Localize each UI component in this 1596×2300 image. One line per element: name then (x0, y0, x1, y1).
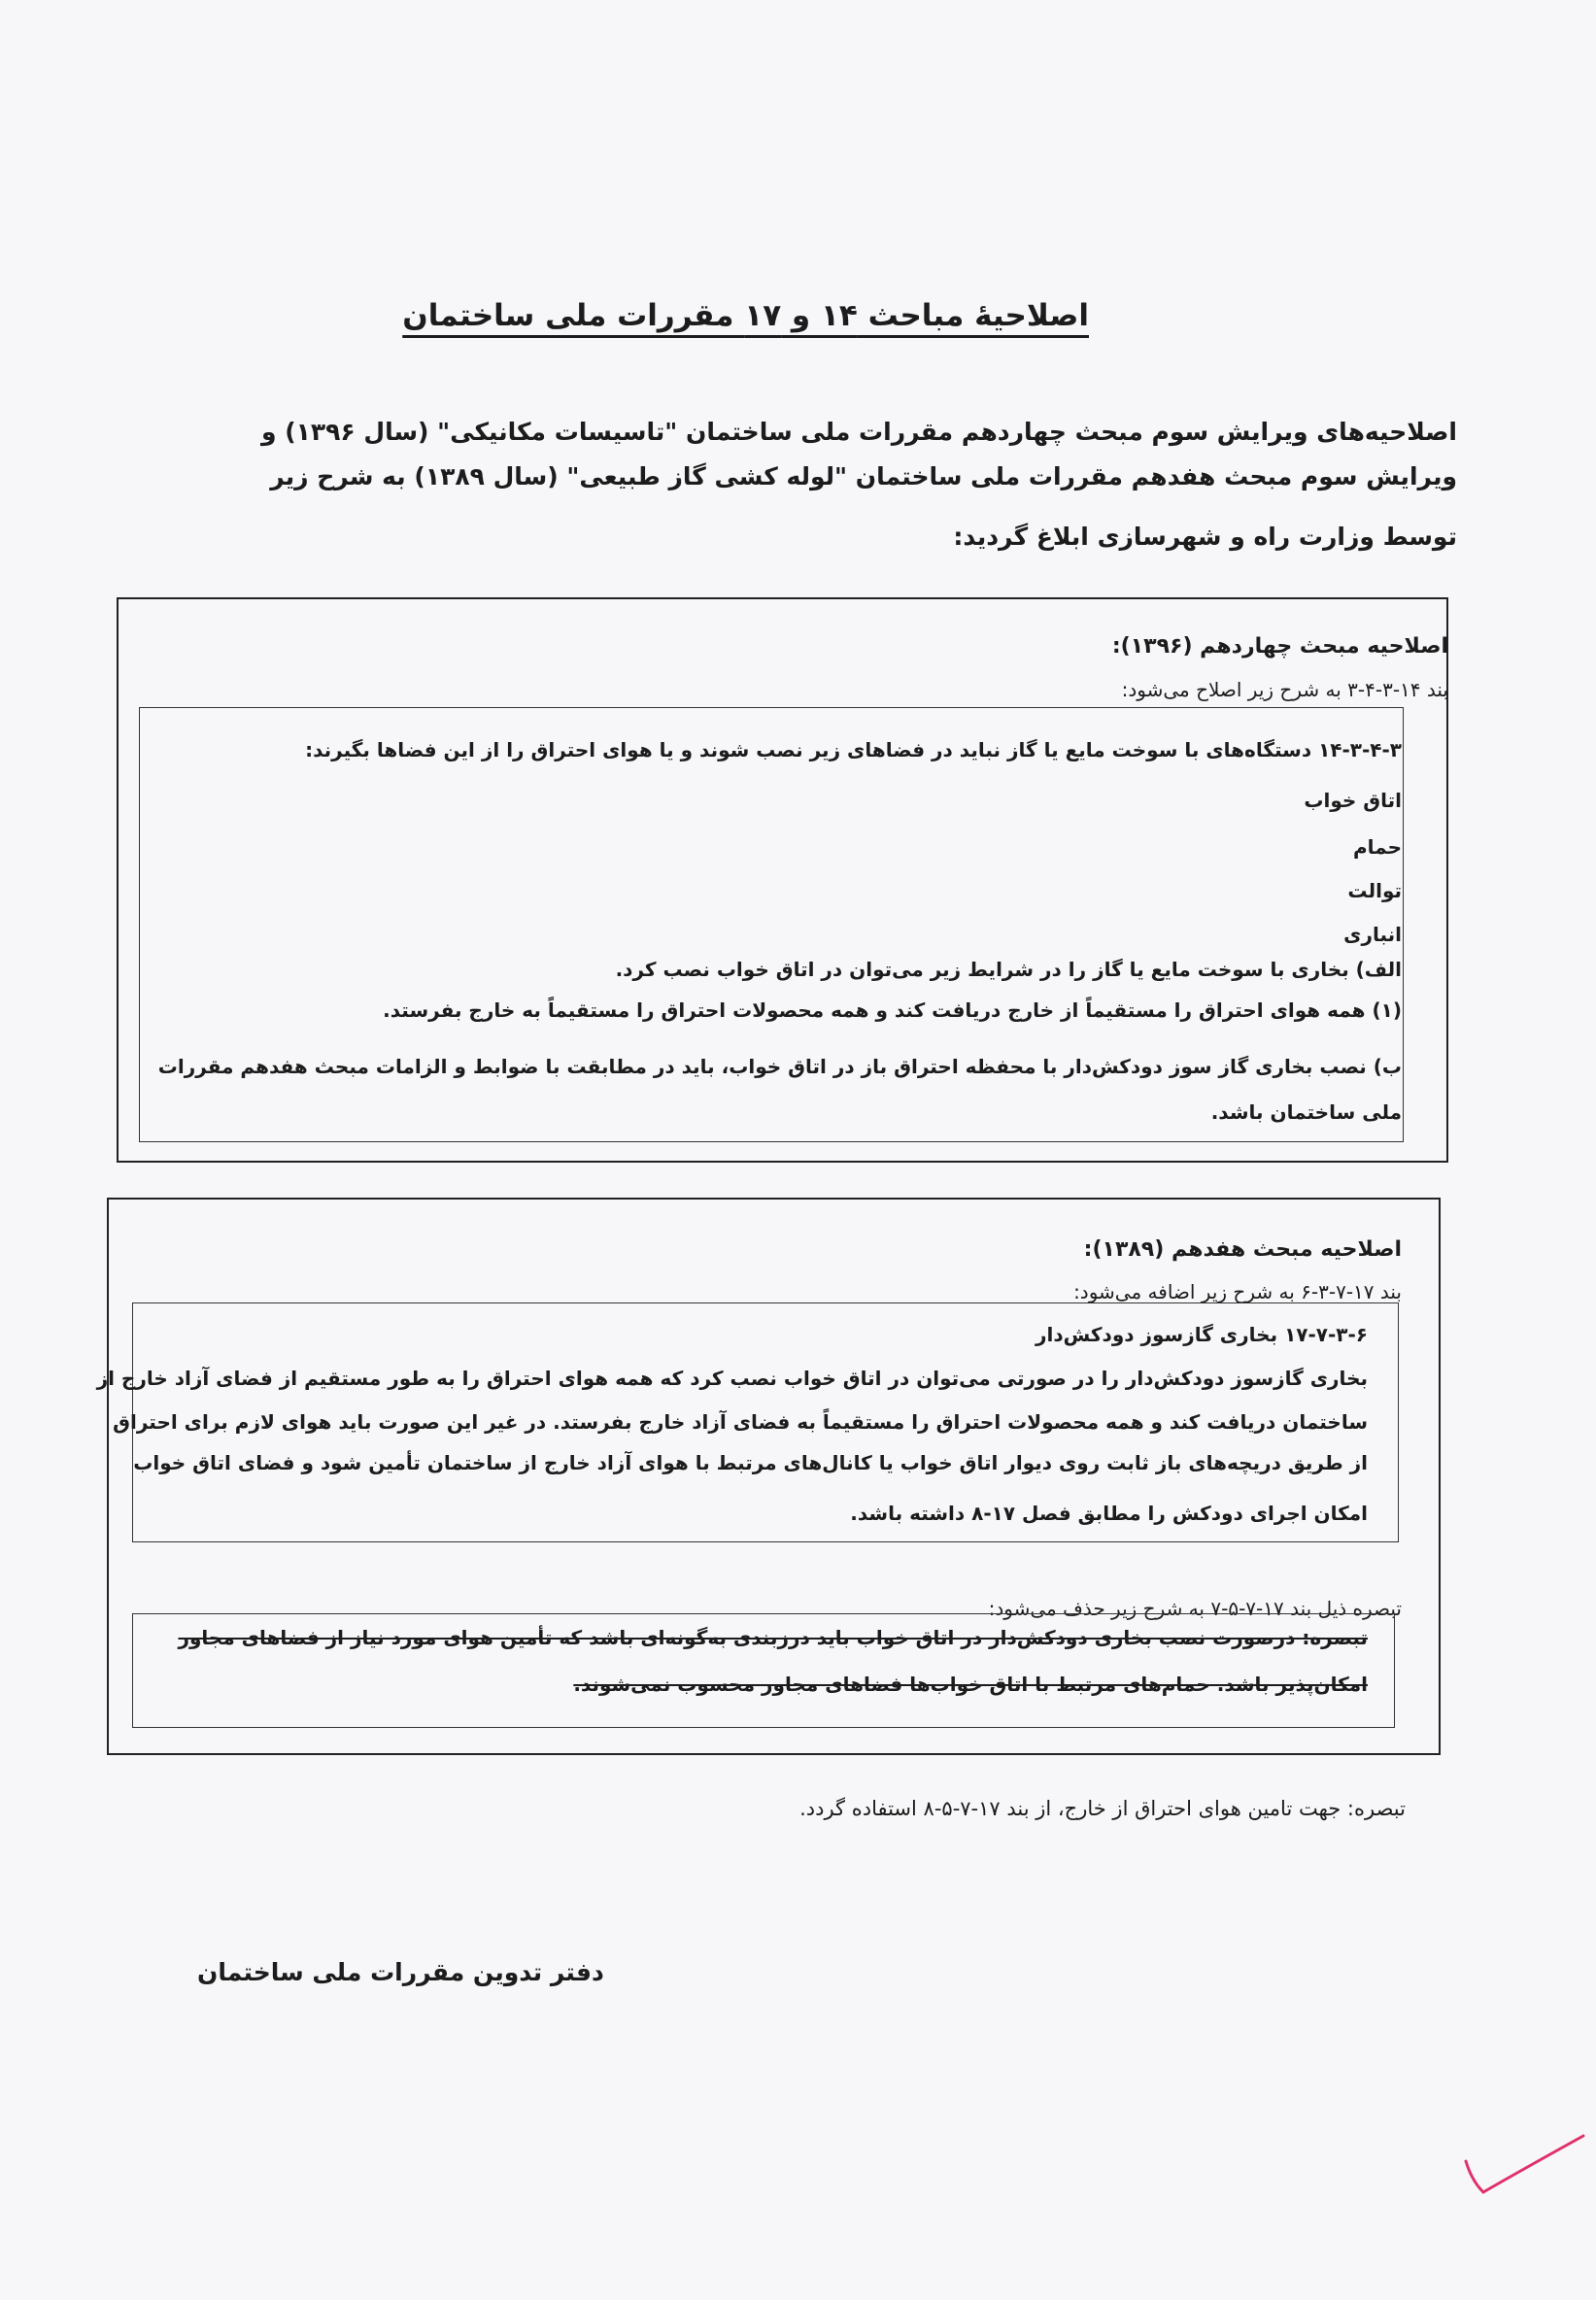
clause-title: ۱۷-۷-۳-۶ بخاری گازسوز دودکش‌دار (1036, 1323, 1368, 1346)
list-item: توالت (1347, 879, 1402, 902)
intro-line-3: توسط وزارت راه و شهرسازی ابلاغ گردید: (953, 523, 1457, 551)
clause-line: ساختمان دریافت کند و همه محصولات احتراق را مستقیماً به فضای آزاد خارج بفرستد. در غیر این صورت باید هوای لازم برای احتراق (113, 1410, 1368, 1434)
clause-line: امکان اجرای دودکش را مطابق فصل ۱۷-۸ داشته باشد. (850, 1502, 1368, 1525)
document-title: اصلاحیهٔ مباحث ۱۴ و ۱۷ مقررات ملی ساختمان (402, 298, 1089, 333)
clause-line: بخاری گازسوز دودکش‌دار را در صورتی می‌توان در اتاق خواب نصب کرد که همه هوای احتراق را به طور مستقیم از فضای آزاد خارج از (96, 1367, 1368, 1390)
intro-line-1: اصلاحیه‌های ویرایش سوم مبحث چهاردهم مقررات ملی ساختمان "تاسیسات مکانیکی" (سال ۱۳۹۶) و (260, 418, 1457, 446)
check-mark-icon (1462, 2132, 1588, 2200)
section-17-subheading: بند ۱۷-۷-۳-۶ به شرح زیر اضافه می‌شود: (1073, 1280, 1402, 1303)
clause-line: ۱۴-۳-۴-۳ دستگاه‌های با سوخت مایع یا گاز نباید در فضاهای زیر نصب شوند و یا هوای احتراق را از این فضاها بگیرند: (305, 738, 1402, 761)
clause-line: ملی ساختمان باشد. (1210, 1100, 1402, 1124)
clause-line: الف) بخاری با سوخت مایع یا گاز را در شرایط زیر می‌توان در اتاق خواب نصب کرد. (615, 958, 1402, 981)
section-14-heading: اصلاحیه مبحث چهاردهم (۱۳۹۶): (1111, 634, 1448, 659)
list-item: انباری (1343, 923, 1402, 946)
clause-line: ب) نصب بخاری گاز سوز دودکش‌دار با محفظه احتراق باز در اتاق خواب، باید در مطابقت با ضوابط و الزامات مبحث هفدهم مقررات (157, 1055, 1402, 1078)
section-14-subheading: بند ۱۴-۳-۴-۳ به شرح زیر اصلاح می‌شود: (1121, 678, 1448, 701)
clause-line: از طریق دریچه‌های باز ثابت روی دیوار اتاق خواب یا کانال‌های مرتبط با هوای آزاد خارج از ساختمان تأمین شود و فضای اتاق خواب (133, 1451, 1368, 1474)
footnote: تبصره: جهت تامین هوای احتراق از خارج، از بند ۱۷-۷-۵-۸ استفاده گردد. (799, 1797, 1406, 1820)
section-17-heading: اصلاحیه مبحث هفدهم (۱۳۸۹): (1083, 1237, 1402, 1262)
intro-line-2: ویرایش سوم مبحث هفدهم مقررات ملی ساختمان "لوله کشی گاز طبیعی" (سال ۱۳۸۹) به شرح زیر (270, 462, 1457, 490)
deleted-note-line: امکان‌پذیر باشد. حمام‌های مرتبط با اتاق خواب‌ها فضاهای مجاور محسوب نمی‌شوند. (573, 1673, 1368, 1696)
deleted-note-line: تبصره: درصورت نصب بخاری دودکش‌دار در اتاق خواب باید درزبندی به‌گونه‌ای باشد که تأمین هوای مورد نیاز از فضاهای مجاور (178, 1626, 1368, 1649)
list-item: حمام (1353, 835, 1402, 859)
note-heading: تبصره ذیل بند ۱۷-۷-۵-۷ به شرح زیر حذف می‌شود: (988, 1597, 1402, 1620)
clause-line: (۱) همه هوای احتراق را مستقیماً از خارج دریافت کند و همه محصولات احتراق را مستقیماً به خارج بفرستد. (383, 998, 1402, 1022)
signature-office: دفتر تدوین مقررات ملی ساختمان (197, 1958, 604, 1986)
list-item: اتاق خواب (1304, 789, 1402, 812)
